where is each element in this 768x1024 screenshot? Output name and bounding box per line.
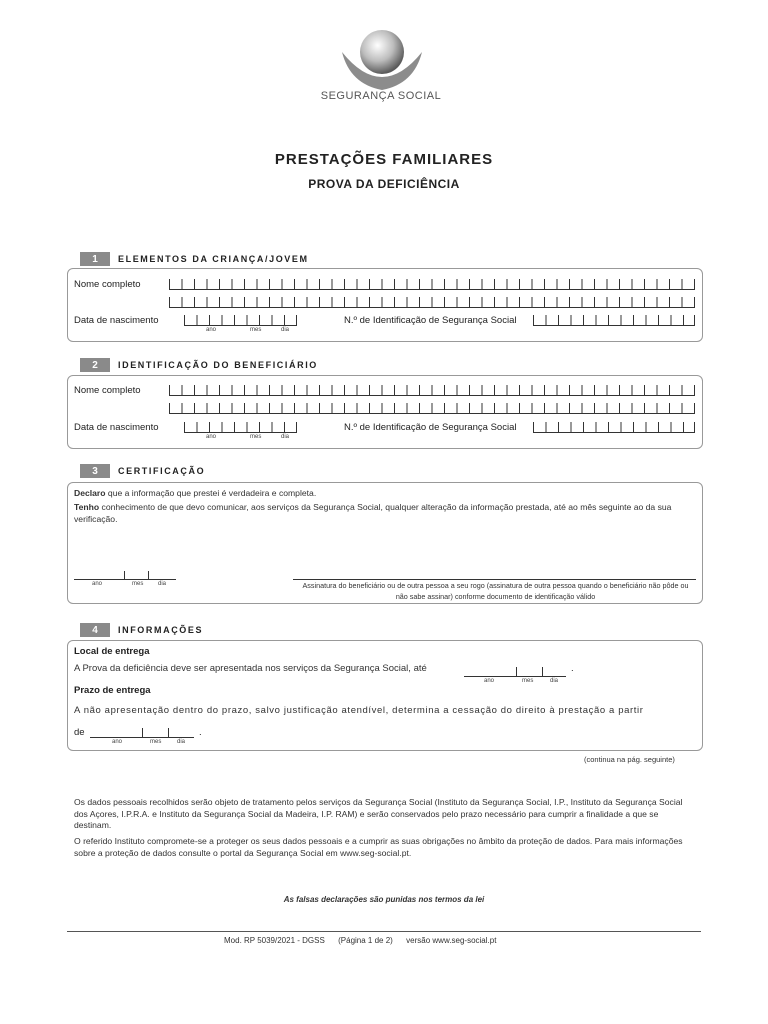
false-declarations-warning: As falsas declarações são punidas nos termos da lei bbox=[283, 895, 485, 904]
org-name: SEGURANÇA SOCIAL bbox=[320, 90, 442, 102]
section-3-header bbox=[80, 464, 205, 478]
section-2-box bbox=[67, 375, 703, 449]
declaro-bold: Declaro bbox=[74, 488, 106, 498]
dob-label: Data de nascimento bbox=[74, 422, 159, 433]
mes-caption: mes bbox=[250, 327, 262, 333]
signature-caption: Assinatura do beneficiário ou de outra pessoa a seu rogo (assinatura de outra pessoa quando o beneficiário não pôde ou não sabe assinar) conforme documento de identificação válido bbox=[302, 581, 689, 601]
niss-input[interactable] bbox=[533, 315, 695, 326]
prazo-date-line[interactable] bbox=[90, 737, 194, 738]
date-divider bbox=[542, 667, 543, 676]
declaro-rest: que a informação que prestei é verdadeira e completa. bbox=[105, 488, 317, 498]
ano-caption: ano bbox=[92, 581, 103, 587]
declaro-text bbox=[74, 488, 694, 500]
privacy-paragraph-2: O referido Instituto compromete-se a proteger os seus dados pessoais e a cumprir as suas obrigações no âmbito da proteção de dados. Para mais informações sobre a proteção de dados consulte o portal da Segurança Social em www.seg-social.pt. bbox=[74, 836, 683, 858]
section-4-header bbox=[80, 623, 203, 637]
dia-caption: dia bbox=[281, 434, 290, 440]
dob-input[interactable] bbox=[184, 315, 297, 326]
name-input-line-1[interactable] bbox=[169, 279, 695, 290]
section-4-box bbox=[67, 640, 703, 751]
date-divider bbox=[516, 667, 517, 676]
section-3-box bbox=[67, 482, 703, 604]
local-text: A Prova da deficiência deve ser apresentada nos serviços da Segurança Social, até bbox=[74, 663, 427, 674]
date-divider bbox=[168, 728, 169, 737]
mes-caption: mes bbox=[250, 434, 262, 440]
section-number: 2 bbox=[80, 358, 110, 372]
date-divider bbox=[148, 571, 149, 580]
section-2-header bbox=[80, 358, 318, 372]
prazo-title: Prazo de entrega bbox=[74, 685, 151, 696]
ano-caption: ano bbox=[484, 678, 495, 684]
section-number: 1 bbox=[80, 252, 110, 266]
prazo-text: A não apresentação dentro do prazo, salvo justificação atendível, determina a cessação do direito à prestação a partir bbox=[74, 705, 644, 716]
date-divider bbox=[142, 728, 143, 737]
ano-caption: ano bbox=[206, 434, 217, 440]
section-title: IDENTIFICAÇÃO DO BENEFICIÁRIO bbox=[118, 360, 318, 370]
page-subtitle: PROVA DA DEFICIÊNCIA bbox=[308, 177, 460, 191]
local-title: Local de entrega bbox=[74, 646, 150, 657]
continua-note: (continua na pág. seguinte) bbox=[584, 755, 675, 764]
name-input-line-2[interactable] bbox=[169, 297, 695, 308]
mes-caption: mes bbox=[150, 739, 162, 745]
certification-date-line[interactable] bbox=[74, 579, 176, 580]
section-1-box bbox=[67, 268, 703, 342]
period: . bbox=[199, 727, 202, 738]
dob-label: Data de nascimento bbox=[74, 315, 159, 326]
dob-input[interactable] bbox=[184, 422, 297, 433]
name-label: Nome completo bbox=[74, 279, 141, 290]
signature-line[interactable] bbox=[293, 579, 696, 580]
privacy-paragraph-1: Os dados pessoais recolhidos serão objeto de tratamento pelos serviços da Segurança Social (Instituto da Segurança Social, I.P., Instituto da Segurança Social dos Açores, I.P.R.A. e Instituto da Segurança Social da Madeira, I.P. RAM) e serão conservados pelo prazo necessário para cumprir a finalidade a que se destinam. bbox=[74, 797, 683, 830]
name-input-line-2[interactable] bbox=[169, 403, 695, 414]
period: . bbox=[571, 663, 574, 674]
dia-caption: dia bbox=[281, 327, 290, 333]
local-date-line[interactable] bbox=[464, 676, 566, 677]
dia-caption: dia bbox=[177, 739, 186, 745]
ano-caption: ano bbox=[206, 327, 217, 333]
niss-input[interactable] bbox=[533, 422, 695, 433]
mes-caption: mes bbox=[522, 678, 534, 684]
niss-label: N.º de Identificação de Segurança Social bbox=[344, 422, 517, 433]
section-number: 3 bbox=[80, 464, 110, 478]
section-1-header bbox=[80, 252, 309, 266]
tenho-text bbox=[74, 502, 696, 525]
footer-text: Mod. RP 5039/2021 - DGSS (Página 1 de 2) versão www.seg-social.pt bbox=[224, 936, 497, 945]
name-input-line-1[interactable] bbox=[169, 385, 695, 396]
tenho-rest: conhecimento de que devo comunicar, aos serviços da Segurança Social, qualquer alteração da informação prestada, até ao mês seguinte ao da sua verificação. bbox=[74, 502, 672, 524]
de-label: de bbox=[74, 727, 85, 738]
section-title: INFORMAÇÕES bbox=[118, 625, 204, 635]
ano-caption: ano bbox=[112, 739, 123, 745]
dia-caption: dia bbox=[550, 678, 559, 684]
mes-caption: mes bbox=[132, 581, 144, 587]
section-title: ELEMENTOS DA CRIANÇA/JOVEM bbox=[118, 254, 309, 264]
dia-caption: dia bbox=[158, 581, 167, 587]
section-title: CERTIFICAÇÃO bbox=[118, 466, 206, 476]
section-number: 4 bbox=[80, 623, 110, 637]
niss-label: N.º de Identificação de Segurança Social bbox=[344, 315, 517, 326]
page-title: PRESTAÇÕES FAMILIARES bbox=[274, 151, 494, 168]
date-divider bbox=[124, 571, 125, 580]
footer-divider bbox=[67, 931, 701, 932]
name-label: Nome completo bbox=[74, 385, 141, 396]
tenho-bold: Tenho bbox=[74, 502, 100, 512]
